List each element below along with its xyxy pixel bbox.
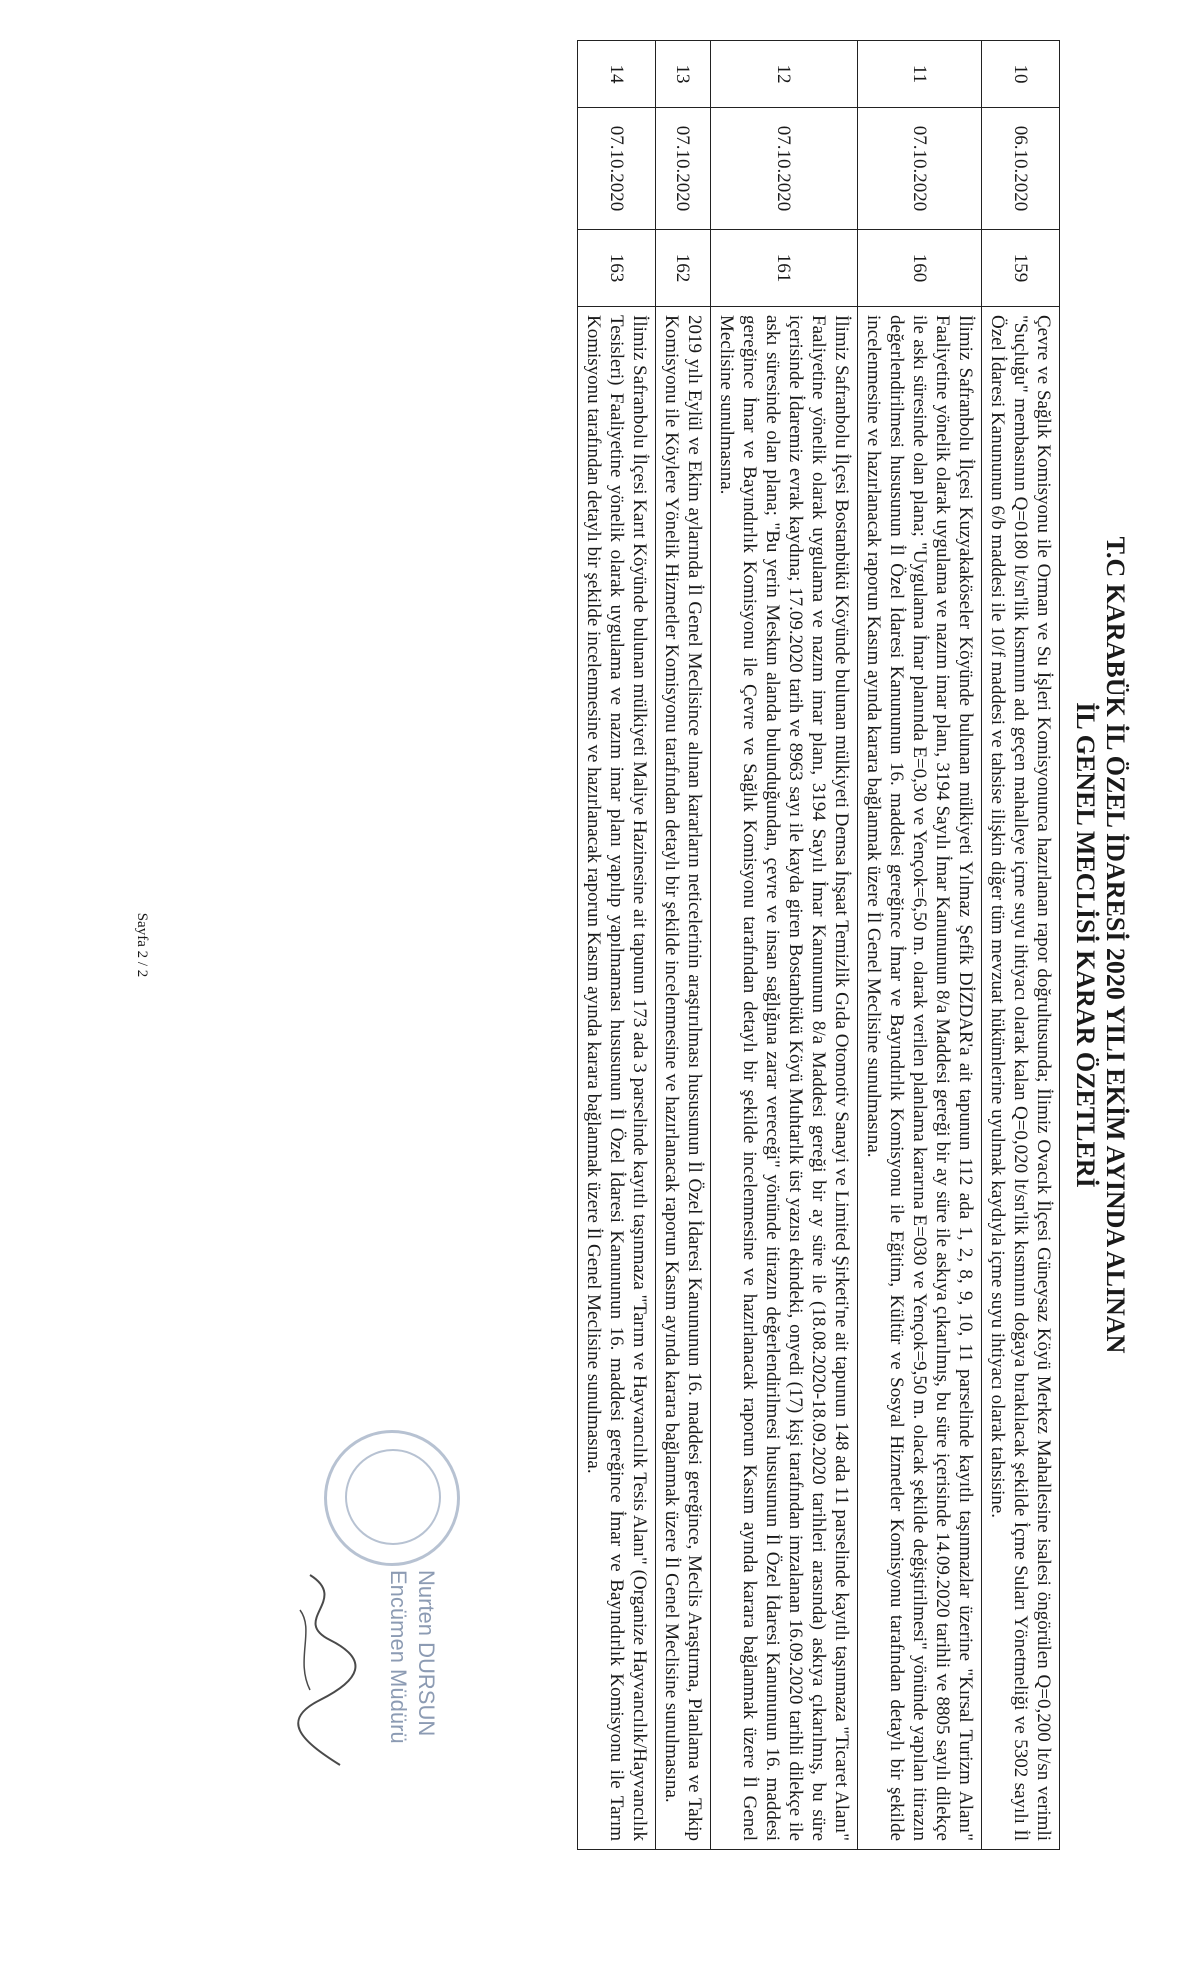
title-line-1: T.C KARABÜK İL ÖZEL İDARESİ 2020 YILI EKİM AYINDA ALINAN [1101,536,1130,1354]
row-date: 07.10.2020 [578,108,656,230]
official-seal-icon [324,1430,460,1566]
document-title [1070,40,1130,1850]
decision-number: 159 [982,230,1060,307]
decision-number: 161 [711,230,858,307]
table-row [982,41,1060,1850]
row-number: 11 [858,41,982,108]
row-number: 12 [711,41,858,108]
table-row [711,41,858,1850]
decision-number: 160 [858,230,982,307]
decision-number: 162 [656,230,711,307]
stamp-role: Encümen Müdürü [386,1570,411,1744]
signature-icon [280,1570,370,1770]
row-date: 06.10.2020 [982,108,1060,230]
row-number: 14 [578,41,656,108]
decisions-table [577,40,1060,1850]
decision-summary: İlimiz Safranbolu İlçesi Bostanbükü Köyünde bulunan mülkiyeti Demsa İnşaat Temizlik Gıda Otomotiv Sanayi ve Limited Şirketi'ne ait tapunun 148 ada 11 parselinde kayıtlı taşınmaza "Ticaret Alanı" Faaliyetine yönelik olarak uygulama ve nazım imar planı, 3194 Sayılı İmar Kanununun 8/a Maddesi gereği bir ay süre ile (18.08.2020-18.09.2020 tarihleri arasında) askıya çıkarılmış, bu süre içerisinde İdaremiz evrak kaydına; 17.09.2020 tarih ve 8963 sayı ile kayda giren Bostanbükü Köyü Muhtarlık üst yazısı ekindeki, onyedi (17) kişi tarafından imzalanan 16.09.2020 tarihli dilekçe ile askı süresinde olan plana; "Bu yerin Meskun alanda bulunduğundan, çevre ve insan sağlığına zarar vereceği" yönünde itirazın değerlendirilmesi hususunun İl Özel İdaresi Kanununun 16. maddesi gereğince İmar ve Bayındırlık Komisyonu ile Çevre ve Sağlık Komisyonu tarafından detaylı bir şekilde incelenmesine ve hazırlanacak raporun Kasım ayında karara bağlanmak üzere İl Genel Meclisine sunulmasına. [711,307,858,1850]
decision-summary: 2019 yılı Eylül ve Ekim aylarında İl Genel Meclisince alınan kararların neticelerinin araştırılması hususunun İl Özel İdaresi Kanununun 16. maddesi gereğince, Meclis Araştırma, Planlama ve Takip Komisyonu ile Köylere Yönelik Hizmetler Komisyonu tarafından detaylı bir şekilde incelenmesine ve hazırlanacak raporun Kasım ayında karara bağlanmak üzere İl Genel Meclisine sunulmasına. [656,307,711,1850]
page-number: Sayfa 2 / 2 [134,912,150,978]
signature-stamp [160,1420,480,1780]
row-number: 10 [982,41,1060,108]
title-line-2: İL GENEL MECLİSİ KARAR ÖZETLERİ [1071,702,1100,1188]
row-number: 13 [656,41,711,108]
row-date: 07.10.2020 [711,108,858,230]
decision-summary: İlimiz Safranbolu İlçesi Kuzyakaköseler Köyünde bulunan mülkiyeti Yılmaz Şefik DİZDAR'a ait tapunun 112 ada 1, 2, 8, 9, 10, 11 parselinde kayıtlı taşınmazlar üzerine "Kırsal Turizm Alanı" Faaliyetine yönelik olarak uygulama ve nazım imar planı, 3194 Sayılı İmar Kanununun 8/a Maddesi gereği bir ay süre ile askıya çıkarılmış, bu süre içerisinde 14.09.2020 tarihli ve 8805 sayılı dilekçe ile askı süresinde olan plana; "Uygulama İmar planında E=0,30 ve Yençok=6,50 m. olarak verilen planlama kararına E=030 ve Yençok=9,50 m. olacak şekilde değiştirilmesi" yönünde yapılan itirazın değerlendirilmesi hususunun İl Özel İdaresi Kanununun 16. maddesi gereğince İmar ve Bayındırlık Komisyonu ile Eğitim, Kültür ve Sosyal Hizmetler Komisyonu tarafından detaylı bir şekilde incelenmesine ve hazırlanacak raporun Kasım ayında karara bağlanmak üzere İl Genel Meclisine sunulmasına. [858,307,982,1850]
row-date: 07.10.2020 [858,108,982,230]
row-date: 07.10.2020 [656,108,711,230]
table-row [858,41,982,1850]
decision-summary: İlimiz Safranbolu İlçesi Karıt Köyünde bulunan mülkiyeti Maliye Hazinesine ait tapunun 173 ada 3 parselinde kayıtlı taşınmaza "Tarım ve Hayvancılık Tesis Alanı" (Organize Hayvancılık/Hayvancılık Tesisleri) Faaliyetine yönelik olarak uygulama ve nazım imar planı yapılıp yapılmaması hususunun İl Özel İdaresi Kanununun 16. maddesi gereğince İmar ve Bayındırlık Komisyonu ile Tarım Komisyonu tarafından detaylı bir şekilde incelenmesine ve hazırlanacak raporun Kasım ayında karara bağlanmak üzere İl Genel Meclisine sunulmasına. [578,307,656,1850]
rotated-document [40,40,1140,1850]
decision-number: 163 [578,230,656,307]
table-row [578,41,656,1850]
decision-summary: Çevre ve Sağlık Komisyonu ile Orman ve Su İşleri Komisyonunca hazırlanan rapor doğrultusunda; İlimiz Ovacık İlçesi Güneysaz Köyü Merkez Mahallesine isalesi öngörülen Q=0,200 lt/sn verimli "Suçluğu" membasının Q=0180 lt/sn'lik kısmının adı geçen mahalleye içme suyu ihtiyacı olarak kalan Q=0,020 lt/sn'lik kısmının doğaya bırakılacak şekilde İçme Suları Yönetmeliği ve 5302 sayılı İl Özel İdaresi Kanununun 6/b maddesi ile 10/f maddesi ve tahsise ilişkin diğer tüm mevzuat hükümlerine uyulmak kaydıyla içme suyu ihtiyacı olarak tahsisine. [982,307,1060,1850]
table-row [656,41,711,1850]
stamp-name: Nurten DURSUN [414,1570,439,1737]
